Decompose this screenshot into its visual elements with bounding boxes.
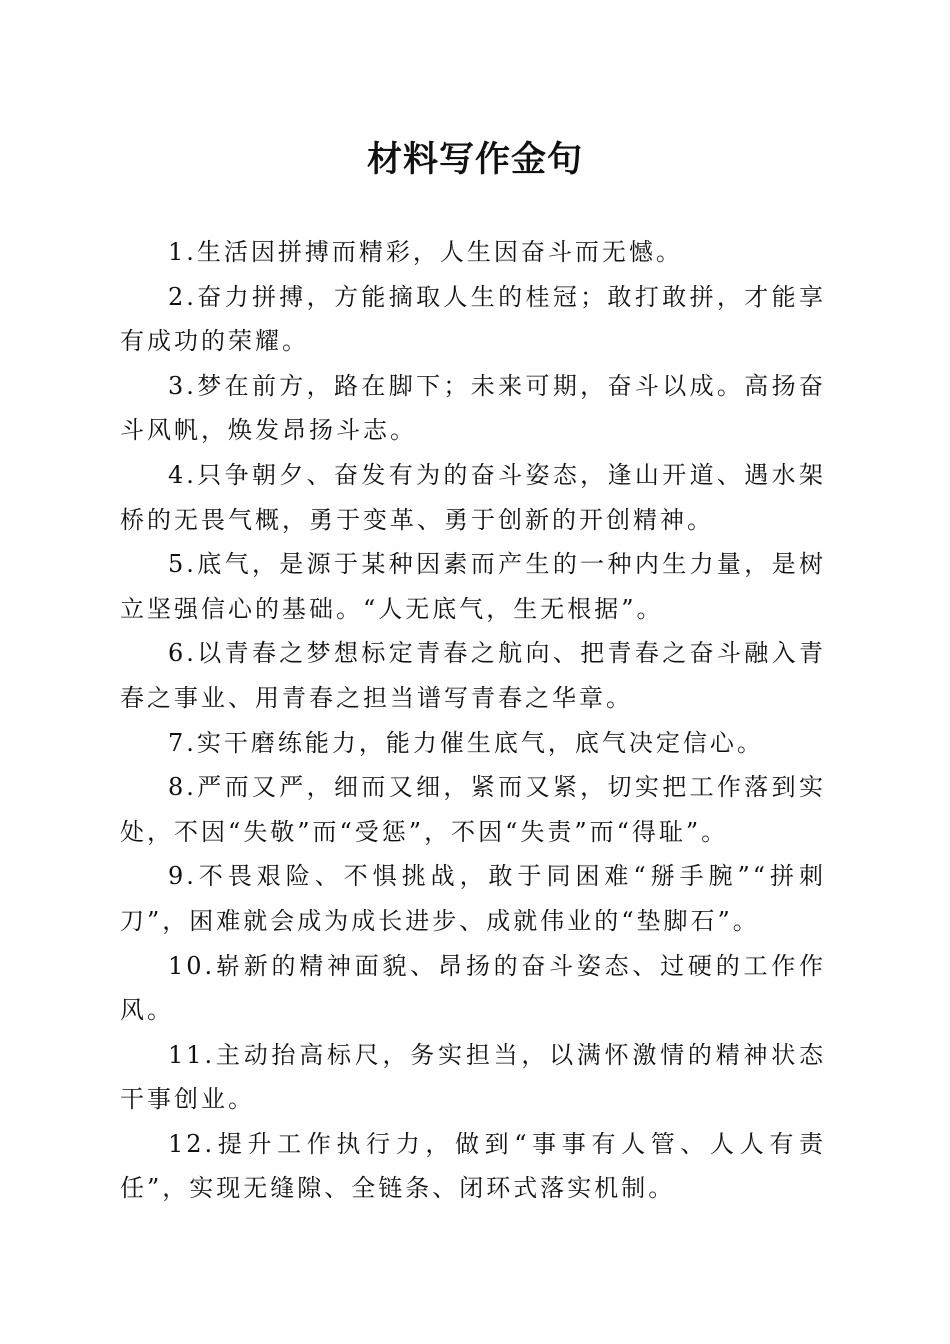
quote-item-2: 2.奋力拼搏，方能摘取人生的桂冠；敢打敢拼，才能享有成功的荣耀。 [120, 282, 826, 356]
quote-item-11: 11.主动抬高标尺，务实担当，以满怀激情的精神状态干事创业。 [120, 1040, 826, 1114]
quote-item-1: 1.生活因拼搏而精彩，人生因奋斗而无憾。 [168, 238, 683, 266]
page-title: 材料写作金句 [366, 139, 583, 180]
quote-item-6: 6.以青春之梦想标定青春之航向、把青春之奋斗融入青春之事业、用青春之担当谱写青春之华章。 [120, 639, 826, 712]
quote-item-3: 3.梦在前方，路在脚下；未来可期，奋斗以成。高扬奋斗风帆，焕发昂扬斗志。 [120, 371, 826, 445]
quote-list [120, 230, 826, 1211]
quote-item-10: 10.崭新的精神面貌、昂扬的奋斗姿态、过硬的工作作风。 [120, 951, 826, 1025]
quote-item-9: 9.不畏艰险、不惧挑战，敢于同困难“掰手腕”“拼刺刀”，困难就会成为成长进步、成就伟业的“垫脚石”。 [120, 862, 826, 935]
quote-item-7: 7.实干磨练能力，能力催生底气，底气决定信心。 [168, 728, 764, 757]
quote-item-5: 5.底气，是源于某种因素而产生的一种内生力量，是树立坚强信心的基础。“人无底气，生无根据”。 [120, 550, 826, 623]
quote-item-8: 8.严而又严，细而又细，紧而又紧，切实把工作落到实处，不因“失敬”而“受惩”，不因“失责”而“得耻”。 [120, 773, 826, 846]
quote-item-4: 4.只争朝夕、奋发有为的奋斗姿态，逢山开道、遇水架桥的无畏气概，勇于变革、勇于创新的开创精神。 [120, 460, 826, 534]
quote-item-12: 12.提升工作执行力，做到“事事有人管、人人有责任”，实现无缝隙、全链条、闭环式落实机制。 [120, 1129, 826, 1203]
